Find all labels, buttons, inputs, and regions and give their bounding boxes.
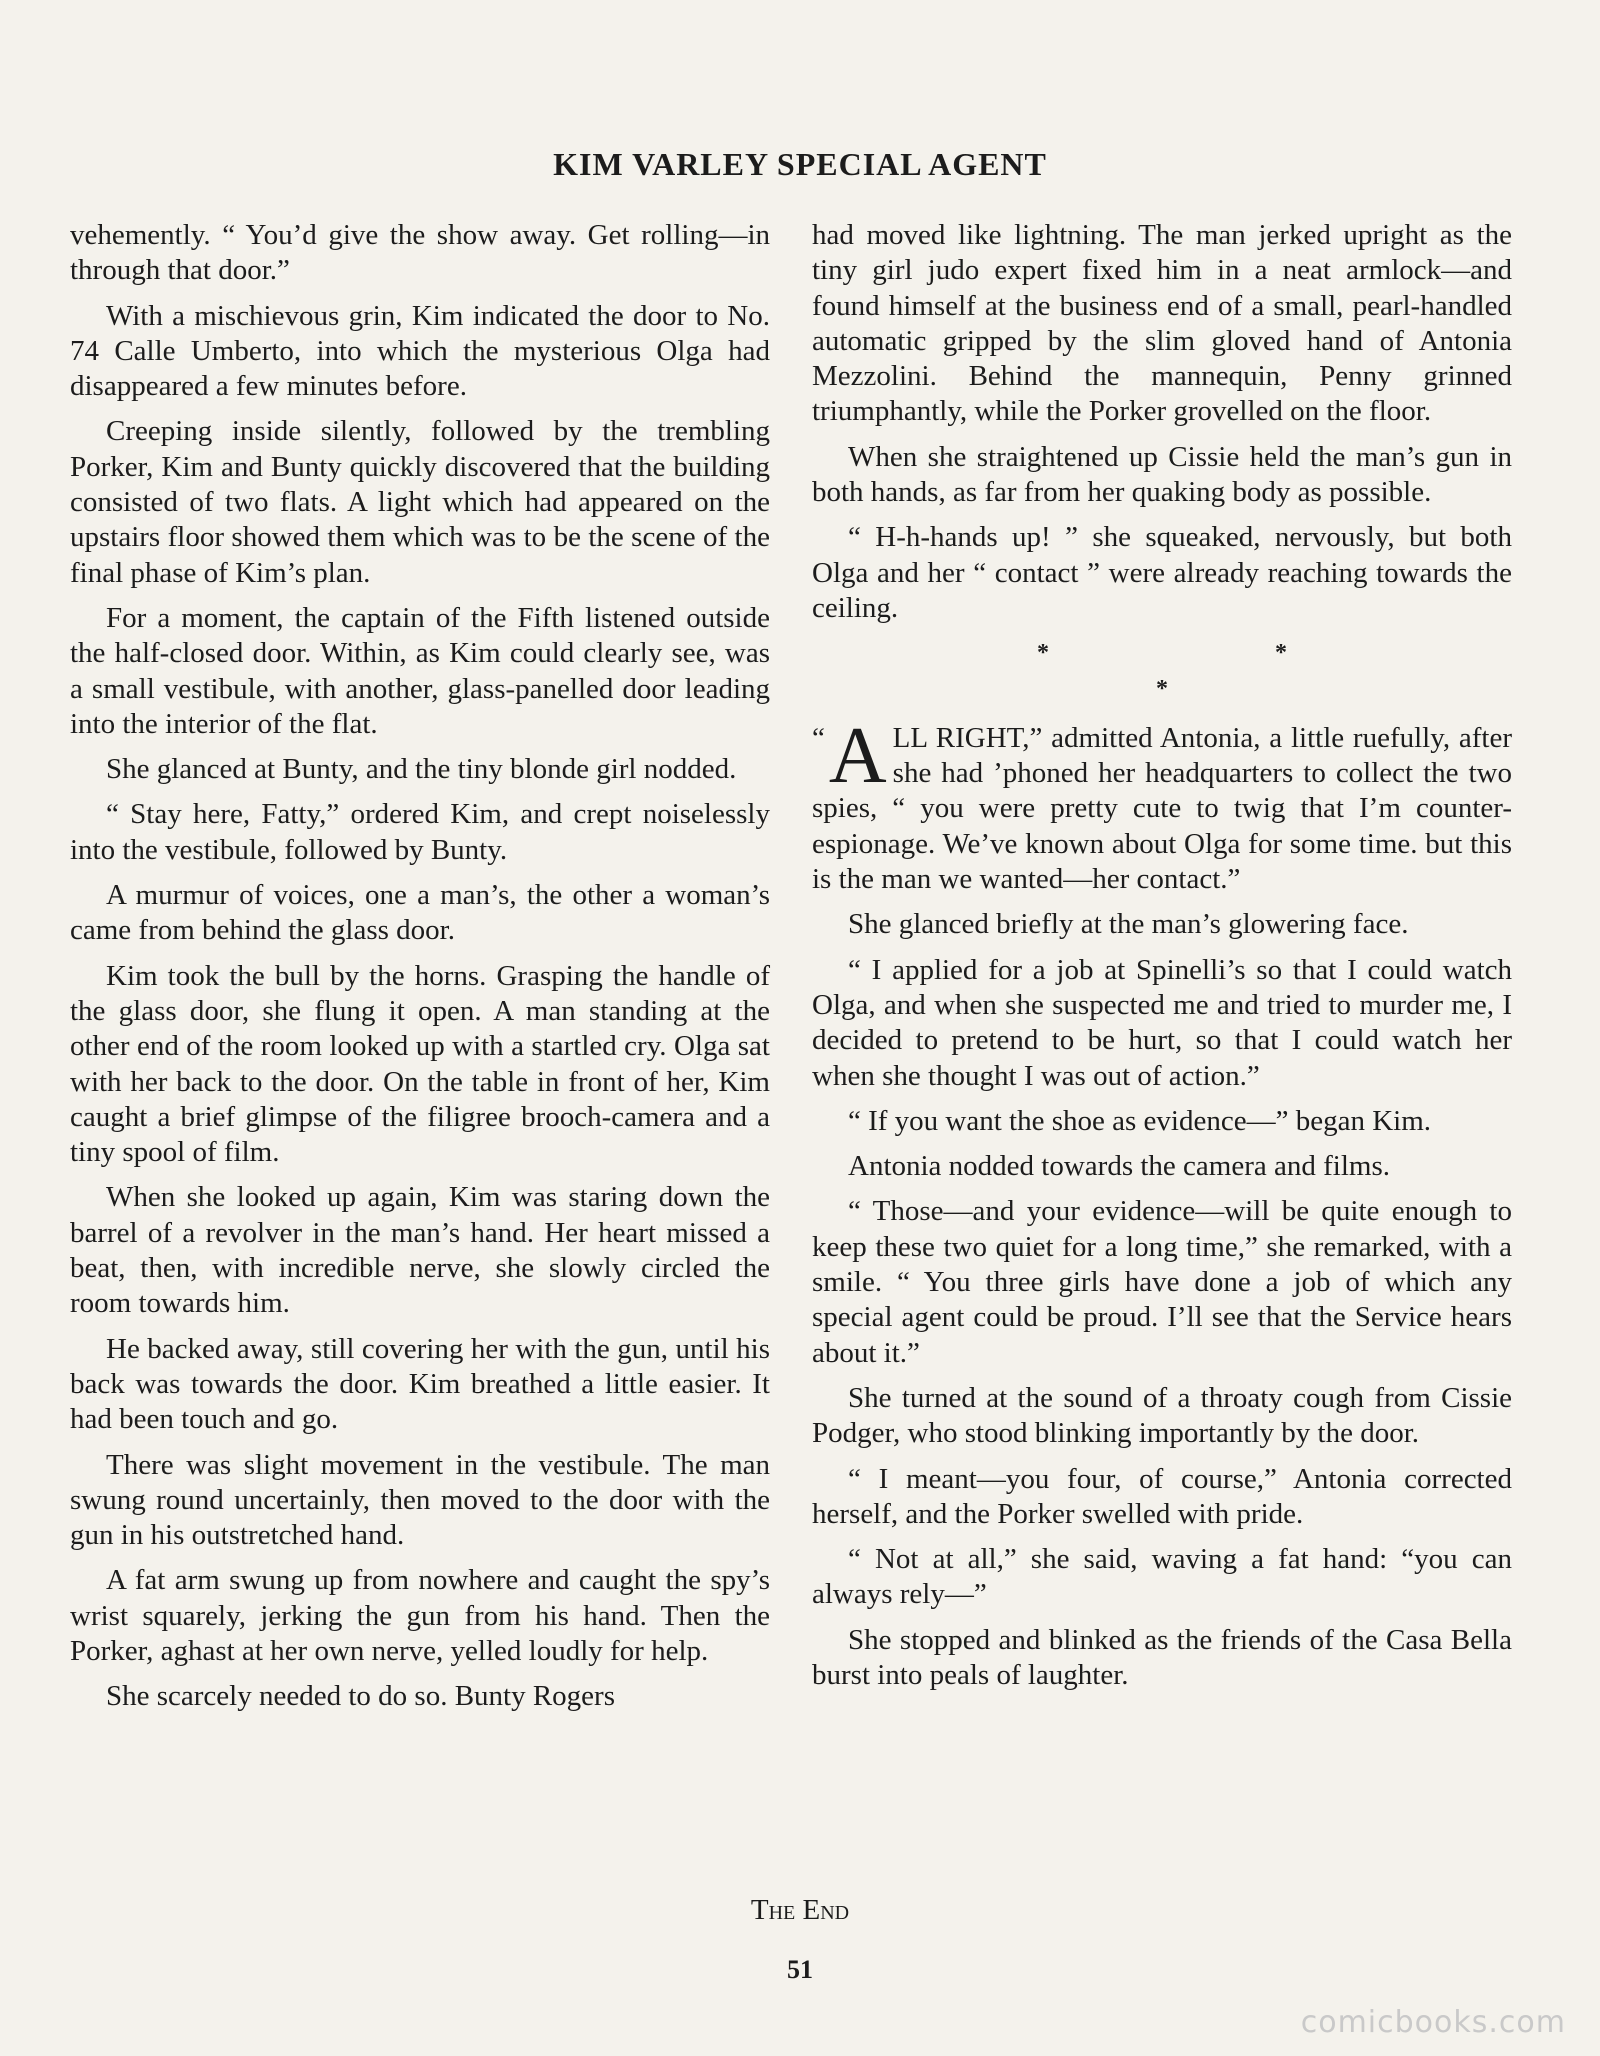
paragraph: Creeping inside silently, followed by the trembling Porker, Kim and Bunty quickly discovered that the building consisted of two flats. A light which had appeared on the upstairs floor showed them which was to be the scene of the final phase of Kim’s plan. <box>70 415 770 589</box>
paragraph: “ Stay here, Fatty,” ordered Kim, and crept noiselessly into the vestibule, followed by Bunty. <box>70 798 770 866</box>
paragraph: “ H-h-hands up! ” she squeaked, nervously, but both Olga and her “ contact ” were already reaching towards the ceiling. <box>812 521 1512 624</box>
paragraph: She stopped and blinked as the friends of the Casa Bella burst into peals of laughter. <box>812 1623 1512 1691</box>
opening-quote: “ <box>812 721 825 754</box>
page-number: 51 <box>787 1955 813 1984</box>
paragraph: vehemently. “ You’d give the show away. Get rolling—in through that door.” <box>70 219 770 287</box>
paragraph: had moved like lightning. The man jerked upright as the tiny girl judo expert fixed him in a neat armlock—and found himself at the business end of a small, pearl-handled automatic gripped by the slim gloved hand of Antonia Mezzolini. Behind the mannequin, Penny grinned triumphantly, while the Porker grovelled on the floor. <box>812 219 1512 428</box>
watermark: comicbooks.com <box>1300 2005 1566 2040</box>
paragraph: There was slight movement in the vestibule. The man swung round uncertainly, then moved to the door with the gun in his outstretched hand. <box>70 1448 770 1552</box>
paragraph-text: admitted Antonia, a little ruefully, after she had ’phoned her headquarters to collect the two spies, “ you were pretty cute to twig that I’m counter-espionage. We’ve known about Olga for some time. but this is the man we wanted—her contact.” <box>812 721 1512 896</box>
paragraph: “ If you want the shoe as evidence—” began Kim. <box>848 1104 1432 1137</box>
paragraph: Antonia nodded towards the camera and films. <box>848 1150 1390 1183</box>
paragraph: “ I meant—you four, of course,” Antonia corrected herself, and the Porker swelled with pride. <box>812 1462 1512 1530</box>
paragraph: “ Those—and your evidence—will be quite enough to keep these two quiet for a long time,” she remarked, with a smile. “ You three girls have done a job of which any special agent could be proud. I’ll see that the Service hears about it.” <box>812 1195 1512 1369</box>
paragraph: He backed away, still covering her with the gun, until his back was towards the door. Kim breathed a little easier. It had been touch and go. <box>70 1332 770 1436</box>
page-title: KIM VARLEY SPECIAL AGENT <box>553 146 1047 182</box>
paragraph: When she straightened up Cissie held the man’s gun in both hands, as far from her quaking body as possible. <box>812 440 1512 509</box>
paragraph: She glanced briefly at the man’s glowering face. <box>848 908 1409 941</box>
the-end-label: The End <box>750 1894 850 1926</box>
section-separator: * * * <box>1037 640 1397 702</box>
paragraph: She turned at the sound of a throaty cough from Cissie Podger, who stood blinking importantly by the door. <box>812 1381 1512 1450</box>
paragraph: “ I applied for a job at Spinelli’s so that I could watch Olga, and when she suspected me and tried to murder me, I decided to pretend to be hurt, so that I could watch her when she thought I was out of action.” <box>812 953 1512 1092</box>
paragraph: Kim took the bull by the horns. Grasping the handle of the glass door, she flung it open. A man standing at the other end of the room looked up with a startled cry. Olga sat with her back to the door. On the table in front of her, Kim caught a brief glimpse of the filigree brooch-camera and a tiny spool of film. <box>70 959 770 1169</box>
drop-cap-letter: A <box>828 711 887 800</box>
paragraph: She scarcely needed to do so. Bunty Rogers <box>106 1680 616 1713</box>
dropcap-paragraph <box>812 711 1512 897</box>
paragraph: When she looked up again, Kim was staring down the barrel of a revolver in the man’s hand. Her heart missed a beat, then, with incredible nerve, she slowly circled the room towards him. <box>70 1181 770 1320</box>
paragraph: A murmur of voices, one a man’s, the other a woman’s came from behind the glass door. <box>70 879 770 947</box>
paragraph: A fat arm swung up from nowhere and caught the spy’s wrist squarely, jerking the gun from his hand. Then the Porker, aghast at her own nerve, yelled loudly for help. <box>70 1564 770 1667</box>
paragraph: “ Not at all,” she said, waving a fat hand: “you can always rely—” <box>812 1543 1512 1611</box>
left-column <box>70 218 770 1725</box>
right-column <box>812 218 1512 1703</box>
paragraph: For a moment, the captain of the Fifth listened outside the half-closed door. Within, as Kim could clearly see, was a small vestibule, with another, glass-panelled door leading into the interior of the flat. <box>70 601 770 740</box>
paragraph: She glanced at Bunty, and the tiny blonde girl nodded. <box>106 753 737 786</box>
smallcaps-lead: LL RIGHT,” <box>892 721 1043 754</box>
paragraph: With a mischievous grin, Kim indicated the door to No. 74 Calle Umberto, into which the mysterious Olga had disappeared a few minutes before. <box>70 299 770 403</box>
